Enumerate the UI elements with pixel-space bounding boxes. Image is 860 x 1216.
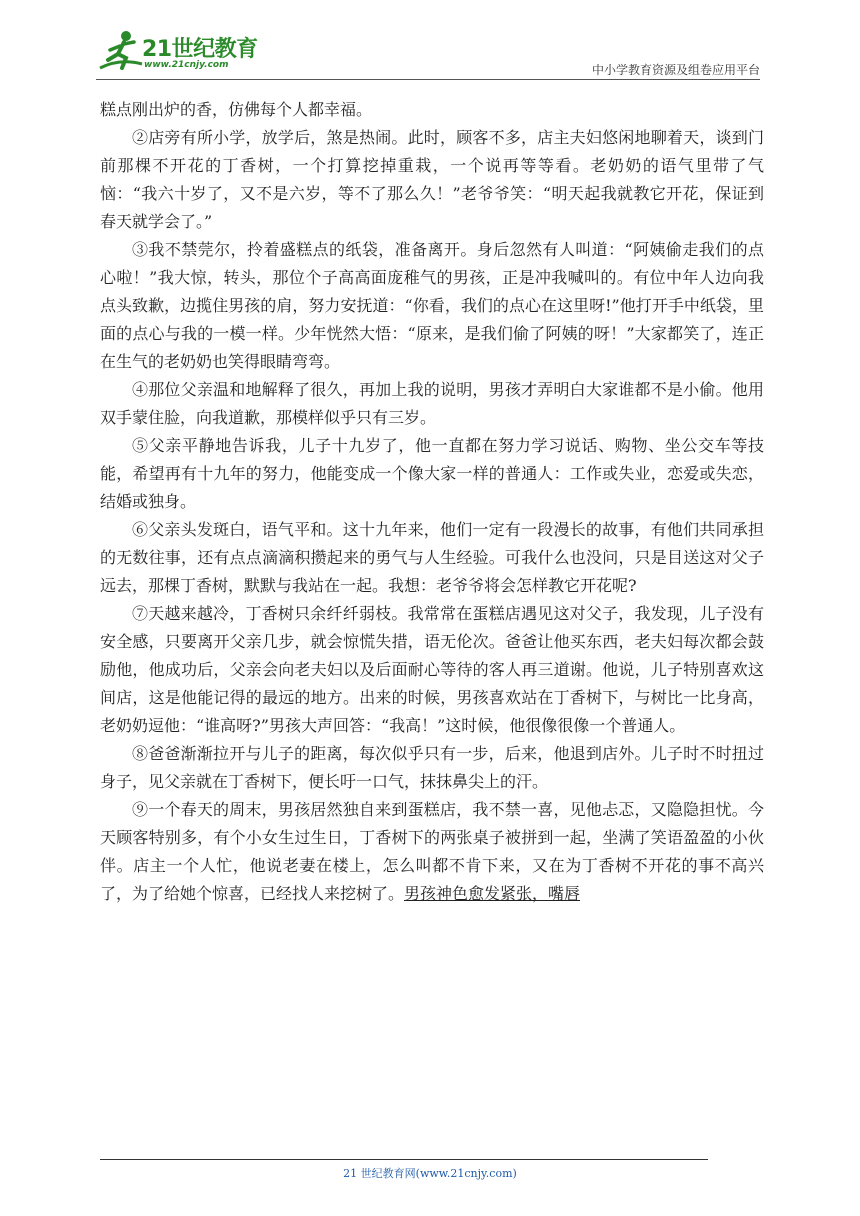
paragraph-4: ④那位父亲温和地解释了很久，再加上我的说明，男孩才弄明白大家谁都不是小偷。他用双手蒙住脸，向我道歉，那模样似乎只有三岁。 — [100, 380, 764, 427]
paragraph-9 — [100, 796, 764, 908]
paragraph-6: ⑥父亲头发斑白，语气平和。这十九年来，他们一定有一段漫长的故事，有他们共同承担的无数往事，还有点点滴滴积攒起来的勇气与人生经验。可我什么也没问，只是目送这对父子远去，那棵丁香树，默默与我站在一起。我想：老爷爷将会怎样教它开花呢? — [100, 520, 764, 595]
site-logo[interactable] — [96, 28, 266, 78]
paragraph-continued: 糕点刚出炉的香，仿佛每个人都幸福。 — [100, 100, 373, 119]
footer-link[interactable]: 21 世纪教育网(www.21cnjy.com) — [343, 1167, 517, 1180]
page-header — [96, 28, 760, 82]
footer-divider — [100, 1159, 708, 1160]
site-tagline: 中小学教育资源及组卷应用平台 — [591, 63, 760, 77]
logo-url-text: www.21cnjy.com — [144, 60, 229, 70]
running-man-logo-icon — [96, 28, 144, 76]
article-body — [100, 96, 764, 908]
logo-brand-text: 21世纪教育 — [142, 37, 258, 62]
paragraph-7: ⑦天越来越冷，丁香树只余纤纤弱枝。我常常在蛋糕店遇见这对父子，我发现，儿子没有安全感，只要离开父亲几步，就会惊慌失措，语无伦次。爸爸让他买东西，老夫妇每次都会鼓励他，他成功后，父亲会向老夫妇以及后面耐心等待的客人再三道谢。他说，儿子特别喜欢这间店，这是他能记得的最远的地方。出来的时候，男孩喜欢站在丁香树下，与树比一比身高，老奶奶逗他：“谁高呀?”男孩大声回答：“我高！”这时候，他很像很像一个普通人。 — [100, 604, 764, 735]
underlined-sentence: 男孩神色愈发紧张，嘴唇 — [404, 884, 581, 903]
paragraph-9-text: ⑨一个春天的周末，男孩居然独自来到蛋糕店，我不禁一喜，见他忐忑，又隐隐担忧。今天顾客特别多，有个小女生过生日，丁香树下的两张桌子被拼到一起，坐满了笑语盈盈的小伙伴。店主一个人忙，他说老妻在楼上，怎么叫都不肯下来，又在为丁香树不开花的事不高兴了，为了给她个惊喜，已经找人来挖树了。 — [100, 800, 764, 903]
header-divider — [96, 79, 760, 80]
paragraph-8: ⑧爸爸渐渐拉开与儿子的距离，每次似乎只有一步，后来，他退到店外。儿子时不时扭过身子，见父亲就在丁香树下，便长吁一口气，抹抹鼻尖上的汗。 — [100, 744, 764, 791]
paragraph-3: ③我不禁莞尔，拎着盛糕点的纸袋，准备离开。身后忽然有人叫道：“阿姨偷走我们的点心啦！”我大惊，转头，那位个子高高面庞稚气的男孩，正是冲我喊叫的。有位中年人边向我点头致歉，边揽住男孩的肩，努力安抚道：“你看，我们的点心在这里呀!”他打开手中纸袋，里面的点心与我的一模一样。少年恍然大悟：“原来，是我们偷了阿姨的呀！”大家都笑了，连正在生气的老奶奶也笑得眼睛弯弯。 — [100, 240, 764, 371]
paragraph-5: ⑤父亲平静地告诉我，儿子十九岁了，他一直都在努力学习说话、购物、坐公交车等技能，希望再有十九年的努力，他能变成一个像大家一样的普通人：工作或失业，恋爱或失恋，结婚或独身。 — [100, 436, 764, 511]
paragraph-2: ②店旁有所小学，放学后，煞是热闹。此时，顾客不多，店主夫妇悠闲地聊着天，谈到门前那棵不开花的丁香树，一个打算挖掉重栽，一个说再等等看。老奶奶的语气里带了气恼：“我六十岁了，又不是六岁，等不了那么久！”老爷爷笑：“明天起我就教它开花，保证到春天就学会了。” — [100, 128, 764, 231]
